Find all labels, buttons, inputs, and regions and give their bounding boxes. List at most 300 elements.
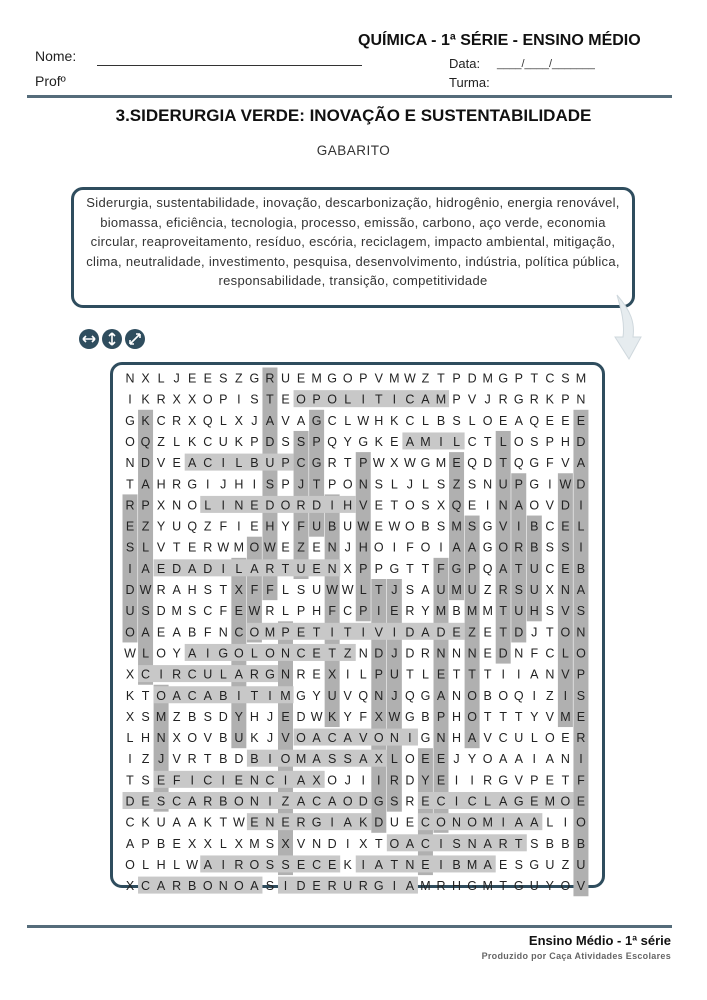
grid-letter: S [343,752,352,767]
grid-letter: S [545,540,555,555]
grid-letter: I [190,773,194,788]
grid-letter: F [266,583,274,597]
grid-letter: L [219,836,227,851]
grid-letter: H [249,709,259,724]
grid-letter: G [311,413,322,428]
grid-letter: O [327,773,338,788]
grid-letter: N [467,646,477,661]
grid-letter: L [219,413,227,428]
grid-letter: L [235,561,243,576]
grid-letter: G [187,477,198,492]
grid-letter: F [250,583,259,597]
grid-letter: T [499,625,508,640]
grid-letter: I [361,392,365,407]
grid-letter: U [343,879,353,894]
grid-letter: T [126,477,134,492]
grid-letter: N [576,392,586,407]
grid-letter: T [499,604,508,619]
grid-letter: G [467,879,477,894]
grid-letter: E [436,752,446,767]
grid-letter: U [280,371,291,386]
grid-letter: N [312,836,322,851]
grid-letter: J [297,477,305,492]
grid-letter: O [373,731,384,746]
grid-letter: H [358,540,368,555]
grid-letter: E [250,519,259,534]
grid-letter: I [330,498,334,513]
grid-letter: A [483,836,492,851]
grid-letter: L [157,371,165,386]
grid-letter: Q [513,456,524,471]
grid-letter: I [392,540,397,555]
grid-letter: I [361,773,365,788]
grid-letter: D [327,836,337,851]
grid-letter: E [436,773,446,788]
grid-letter: P [545,434,555,449]
grid-letter: N [452,688,462,703]
grid-letter: S [281,857,290,872]
grid-letter: Z [141,519,150,534]
grid-letter: X [125,667,135,682]
grid-letter: I [221,857,226,872]
grid-letter: P [452,392,461,407]
grid-letter: E [234,604,244,619]
grid-letter: T [374,836,383,851]
grid-letter: Q [405,688,415,703]
grid-letter: O [467,815,477,830]
grid-letter: Z [141,752,150,767]
grid-letter: M [482,815,493,830]
grid-letter: L [421,477,429,492]
grid-letter: T [312,477,321,492]
grid-letter: I [221,561,226,576]
grid-letter: U [545,857,555,872]
grid-letter: J [391,583,398,597]
grid-letter: J [406,477,414,492]
grid-letter: P [359,456,368,471]
grid-letter: I [579,540,583,555]
grid-letter: R [156,392,166,407]
grid-letter: O [296,731,306,746]
grid-letter: C [203,604,213,619]
grid-letter: I [377,604,381,619]
grid-letter: H [156,477,166,492]
grid-letter: L [250,646,258,661]
grid-letter: C [296,646,306,661]
grid-letter: A [530,815,539,830]
grid-letter: I [517,667,521,682]
grid-letter: S [561,371,570,386]
grid-letter: I [221,456,226,471]
grid-letter: A [172,688,181,703]
grid-letter: M [466,604,478,619]
grid-letter: I [470,773,474,788]
grid-letter: R [327,879,337,894]
grid-letter: U [234,731,244,746]
grid-letter: S [545,604,555,619]
grid-letter: B [545,836,555,851]
grid-letter: G [405,709,415,724]
grid-letter: W [232,815,245,830]
grid-letter: C [172,794,182,809]
grid-letter: U [436,583,446,597]
grid-letter: X [327,667,337,682]
grid-letter: O [202,879,213,894]
grid-letter: V [576,879,586,894]
grid-letter: D [374,646,384,661]
grid-letter: F [577,773,585,788]
grid-letter: F [297,519,305,534]
grid-letter: E [296,625,306,640]
date-label: Data: [449,56,481,71]
grid-letter: E [467,498,477,513]
grid-letter: R [405,604,415,619]
grid-letter: P [281,625,290,640]
grid-letter: E [156,561,166,576]
grid-letter: W [248,604,261,619]
grid-letter: G [498,773,509,788]
grid-letter: S [141,604,150,619]
grid-letter: N [545,667,555,682]
grid-letter: I [501,815,505,830]
grid-letter: I [128,561,132,576]
grid-letter: A [203,857,212,872]
grid-letter: I [392,879,397,894]
grid-letter: S [125,540,135,555]
grid-letter: G [389,561,400,576]
grid-letter: J [453,752,460,767]
grid-letter: L [173,857,181,872]
grid-letter: I [361,625,365,640]
grid-letter: U [265,456,275,471]
grid-letter: Y [281,519,290,534]
grid-letter: E [421,794,430,809]
grid-letter: A [483,857,492,872]
grid-letter: O [125,857,135,872]
grid-letter: P [281,456,290,471]
grid-letter: S [188,604,197,619]
grid-letter: A [576,456,586,471]
grid-letter: N [327,561,337,576]
grid-letter: R [265,561,275,576]
grid-letter: R [156,583,166,597]
grid-letter: S [203,709,212,724]
grid-letter: L [390,477,398,492]
grid-letter: J [266,709,274,724]
grid-letter: S [467,477,477,492]
grid-letter: I [268,688,272,703]
grid-letter: Y [421,773,430,788]
grid-letter: L [282,604,289,619]
grid-letter: O [342,371,353,386]
grid-letter: A [265,413,275,428]
grid-letter: O [467,709,477,724]
grid-letter: P [374,561,383,576]
grid-letter: A [576,583,586,597]
grid-letter: V [343,688,352,703]
grid-letter: V [156,456,166,471]
grid-letter: S [327,752,337,767]
grid-letter: W [403,371,416,386]
grid-letter: X [234,836,244,851]
grid-letter: D [405,646,415,661]
grid-letter: D [125,794,135,809]
grid-letter: G [513,794,524,809]
grid-letter: N [467,836,477,851]
grid-letter: J [391,688,398,703]
grid-letter: A [250,879,259,894]
grid-letter: X [234,583,244,597]
grid-letter: I [159,667,163,682]
grid-letter: P [281,477,290,492]
grid-letter: Q [451,498,462,513]
grid-letter: M [544,794,556,809]
grid-letter: V [561,456,570,471]
grid-letter: Y [343,434,352,449]
grid-letter: W [217,540,230,555]
grid-letter: O [202,392,213,407]
grid-letter: E [483,625,492,640]
grid-letter: G [513,879,524,894]
grid-letter: M [435,604,447,619]
grid-letter: T [406,561,414,576]
grid-letter: I [206,477,210,492]
grid-letter: C [545,646,555,661]
grid-letter: T [172,540,181,555]
grid-letter: R [234,857,244,872]
grid-letter: I [237,688,241,703]
grid-letter: W [372,456,385,471]
grid-letter: Y [530,709,539,724]
grid-letter: A [156,879,166,894]
grid-letter: D [467,371,477,386]
grid-letter: N [280,667,291,682]
grid-letter: E [141,794,150,809]
grid-letter: J [344,773,351,788]
grid-letter: R [172,879,182,894]
grid-letter: A [296,413,306,428]
grid-letter: T [483,709,492,724]
answer-key-label: GABARITO [316,143,391,158]
grid-letter: A [312,752,321,767]
grid-letter: M [311,371,322,386]
grid-letter: G [358,434,369,449]
grid-letter: A [436,688,446,703]
grid-letter: I [439,857,443,872]
grid-letter: W [264,540,276,555]
grid-letter: D [358,794,368,809]
grid-letter: P [436,709,446,724]
subject-heading: QUÍMICA - 1ª SÉRIE - ENSINO MÉDIO [358,32,641,49]
grid-letter: L [453,434,461,449]
grid-letter: C [203,773,213,788]
grid-letter: T [421,561,430,576]
grid-letter: M [466,857,478,872]
grid-letter: E [545,413,555,428]
grid-letter: I [439,540,443,555]
grid-letter: N [358,477,368,492]
grid-letter: X [125,879,135,894]
grid-letter: T [141,688,150,703]
grid-letter: M [295,752,307,767]
grid-letter: S [296,434,306,449]
name-label: Nome: [35,48,77,64]
grid-letter: A [188,794,197,809]
grid-letter: T [328,646,336,661]
grid-letter: Q [482,561,493,576]
grid-letter: T [483,434,492,449]
grid-letter: U [389,815,399,830]
grid-letter: O [280,752,291,767]
grid-letter: X [436,498,446,513]
grid-letter: O [265,646,275,661]
grid-letter: N [265,815,275,830]
grid-letter: O [482,752,493,767]
grid-letter: R [187,752,197,767]
grid-letter: W [388,519,401,534]
grid-letter: E [296,857,306,872]
grid-letter: A [141,625,150,640]
grid-letter: K [359,815,368,830]
grid-letter: E [561,561,570,576]
grid-letter: Z [468,625,476,640]
grid-letter: K [390,413,399,428]
grid-letter: E [234,773,244,788]
footer-divider [27,925,672,928]
grid-letter: E [499,857,508,872]
grid-letter: O [405,498,415,513]
grid-letter: T [499,709,508,724]
grid-letter: B [421,709,430,724]
grid-letter: L [421,413,429,428]
grid-letter: R [327,456,337,471]
grid-letter: R [436,879,446,894]
grid-letter: F [219,519,228,534]
grid-letter: S [530,836,539,851]
grid-letter: L [142,646,150,661]
grid-letter: C [187,688,197,703]
grid-letter: L [142,857,150,872]
grid-letter: D [265,434,275,449]
grid-letter: R [498,836,508,851]
grid-letter: Z [157,434,165,449]
grid-letter: E [405,815,415,830]
grid-letter: U [327,688,337,703]
grid-letter: P [250,434,259,449]
grid-letter: J [220,477,227,492]
grid-letter: G [529,456,540,471]
grid-letter: T [514,709,523,724]
grid-letter: O [529,498,540,513]
grid-letter: V [281,413,290,428]
grid-letter: S [530,434,539,449]
grid-letter: L [204,498,212,513]
grid-letter: F [437,561,445,576]
grid-letter: A [296,794,306,809]
grid-letter: T [250,688,259,703]
grid-letter: E [374,498,383,513]
grid-letter: O [125,434,135,449]
grid-letter: E [576,794,586,809]
grid-letter: R [296,498,306,513]
grid-letter: D [265,498,275,513]
grid-letter: I [221,498,226,513]
grid-letter: E [312,879,321,894]
grid-letter: A [452,540,461,555]
grid-letter: V [374,371,383,386]
grid-letter: X [343,561,352,576]
grid-letter: R [125,498,135,513]
grid-letter: E [561,519,570,534]
grid-letter: V [561,667,570,682]
grid-letter: T [343,456,352,471]
grid-letter: J [391,646,398,661]
grid-letter: K [188,434,197,449]
grid-letter: L [546,815,554,830]
grid-letter: C [296,456,306,471]
grid-letter: C [187,667,197,682]
grid-letter: L [235,456,243,471]
grid-letter: D [141,456,151,471]
grid-letter: B [452,604,461,619]
grid-letter: I [501,667,505,682]
grid-letter: V [203,731,212,746]
grid-letter: P [359,604,368,619]
grid-letter: I [485,498,490,513]
grid-letter: Y [234,709,244,724]
grid-letter: P [312,392,321,407]
grid-letter: A [421,625,430,640]
grid-letter: G [420,688,431,703]
grid-letter: B [452,857,461,872]
grid-letter: E [203,371,212,386]
grid-letter: R [389,773,399,788]
grid-letter: P [359,371,368,386]
grid-letter: C [343,604,353,619]
grid-letter: O [249,540,260,555]
grid-letter: M [575,371,587,386]
grid-letter: Y [156,519,166,534]
grid-letter: U [312,583,322,597]
grid-letter: J [173,371,180,386]
grid-letter: H [312,604,322,619]
grid-letter: R [296,815,306,830]
grid-letter: H [343,498,353,513]
grid-letter: I [237,392,241,407]
grid-letter: B [219,752,228,767]
grid-letter: G [373,794,384,809]
grid-letter: M [482,371,493,386]
grid-letter: P [514,477,523,492]
grid-letter: M [155,709,167,724]
grid-letter: D [576,477,586,492]
grid-letter: A [421,583,430,597]
grid-letter: O [544,731,555,746]
grid-letter: P [312,434,321,449]
grid-letter: S [250,392,259,407]
date-input-line[interactable]: ____/____/_______ [497,58,595,70]
grid-letter: O [233,879,244,894]
grid-letter: V [374,625,383,640]
grid-letter: S [421,498,430,513]
grid-letter: G [482,540,493,555]
grid-letter: Z [452,477,461,492]
grid-letter: B [436,413,446,428]
grid-letter: P [141,498,150,513]
grid-letter: E [312,540,321,555]
grid-letter: I [128,752,132,767]
grid-letter: Q [358,688,369,703]
